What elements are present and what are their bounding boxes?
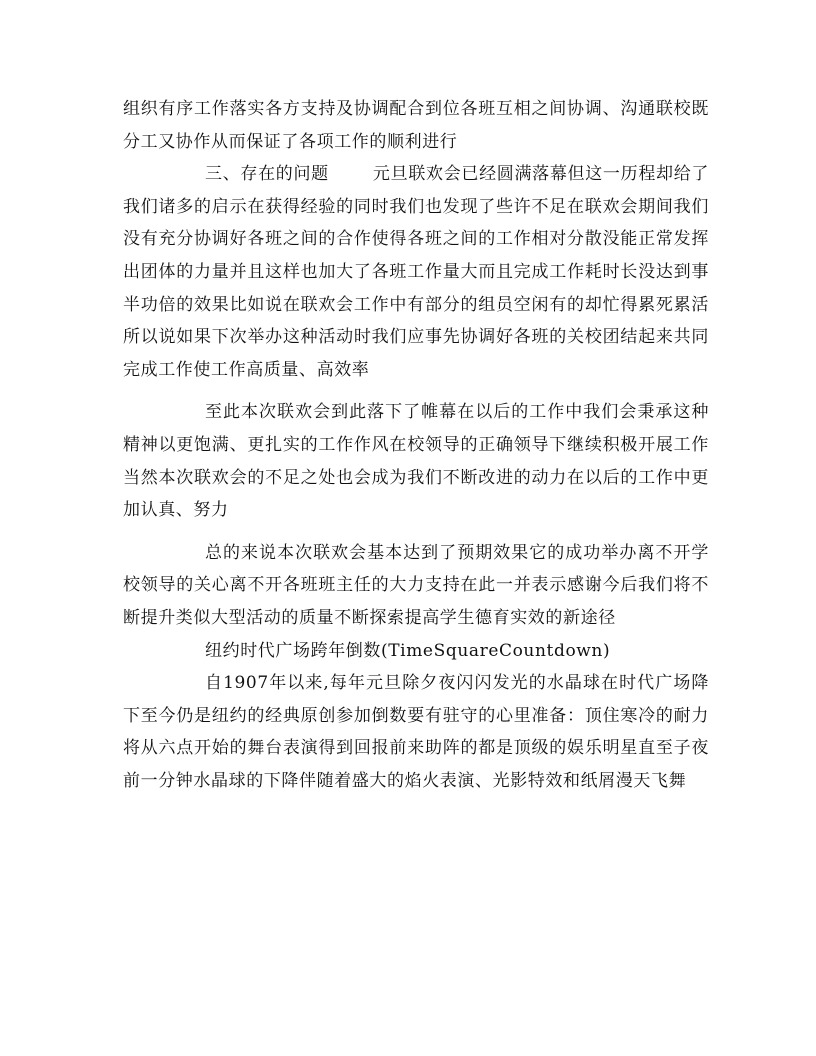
document-body	[123, 93, 709, 797]
paragraph-text: 至此本次联欢会到此落下了帷幕在以后的工作中我们会秉承这种精神以更饱满、更扎实的工作作风在校领导的正确领导下继续积极开展工作当然本次联欢会的不足之处也会成为我们不断改进的动力在以后的工作中更加认真、努力	[123, 402, 709, 521]
paragraph-conclusion	[123, 396, 709, 526]
paragraph-text: 组织有序工作落实各方支持及协调配合到位各班互相之间协调、沟通联校既分工又协作从而保证了各项工作的顺利进行	[123, 99, 709, 152]
paragraph-text: 元旦联欢会已经圆满落幕但这一历程却给了我们诸多的启示在获得经验的同时我们也发现了些许不足在联欢会期间我们没有充分协调好各班之间的合作使得各班之间的工作相对分散没能正常发挥出团体的力量并且这样也加大了各班工作量大而且完成工作耗时长没达到事半功倍的效果比如说在联欢会工作中有部分的组员空闲有的却忙得累死累活所以说如果下次举办这种活动时我们应事先协调好各班的关校团结起来共同完成工作使工作高质量、高效率	[123, 164, 709, 380]
paragraph-text: 自1907年以来,每年元旦除夕夜闪闪发光的水晶球在时代广场降下至今仍是纽约的经典原创参加倒数要有驻守的心里准备：顶住寒冷的耐力将从六点开始的舞台表演得到回报前来助阵的都是顶级的娱乐明星直至子夜前一分钟水晶球的下降伴随着盛大的焰火表演、光影特效和纸屑漫天飞舞	[123, 673, 709, 791]
paragraph-existing-problems	[123, 158, 709, 386]
paragraph-summary	[123, 537, 709, 635]
paragraph-text: 总的来说本次联欢会基本达到了预期效果它的成功举办离不开学校领导的关心离不开各班班主任的大力支持在此一并表示感谢今后我们将不断提升类似大型活动的质量不断探索提高学生德育实效的新途径	[123, 542, 709, 628]
section-heading: 三、存在的问题	[205, 164, 329, 185]
paragraph-coordination	[123, 93, 709, 158]
paragraph-text: 纽约时代广场跨年倒数(TimeSquareCountdown)	[205, 640, 611, 661]
paragraph-times-square	[123, 667, 709, 797]
paragraph-title-times-square	[123, 635, 709, 668]
